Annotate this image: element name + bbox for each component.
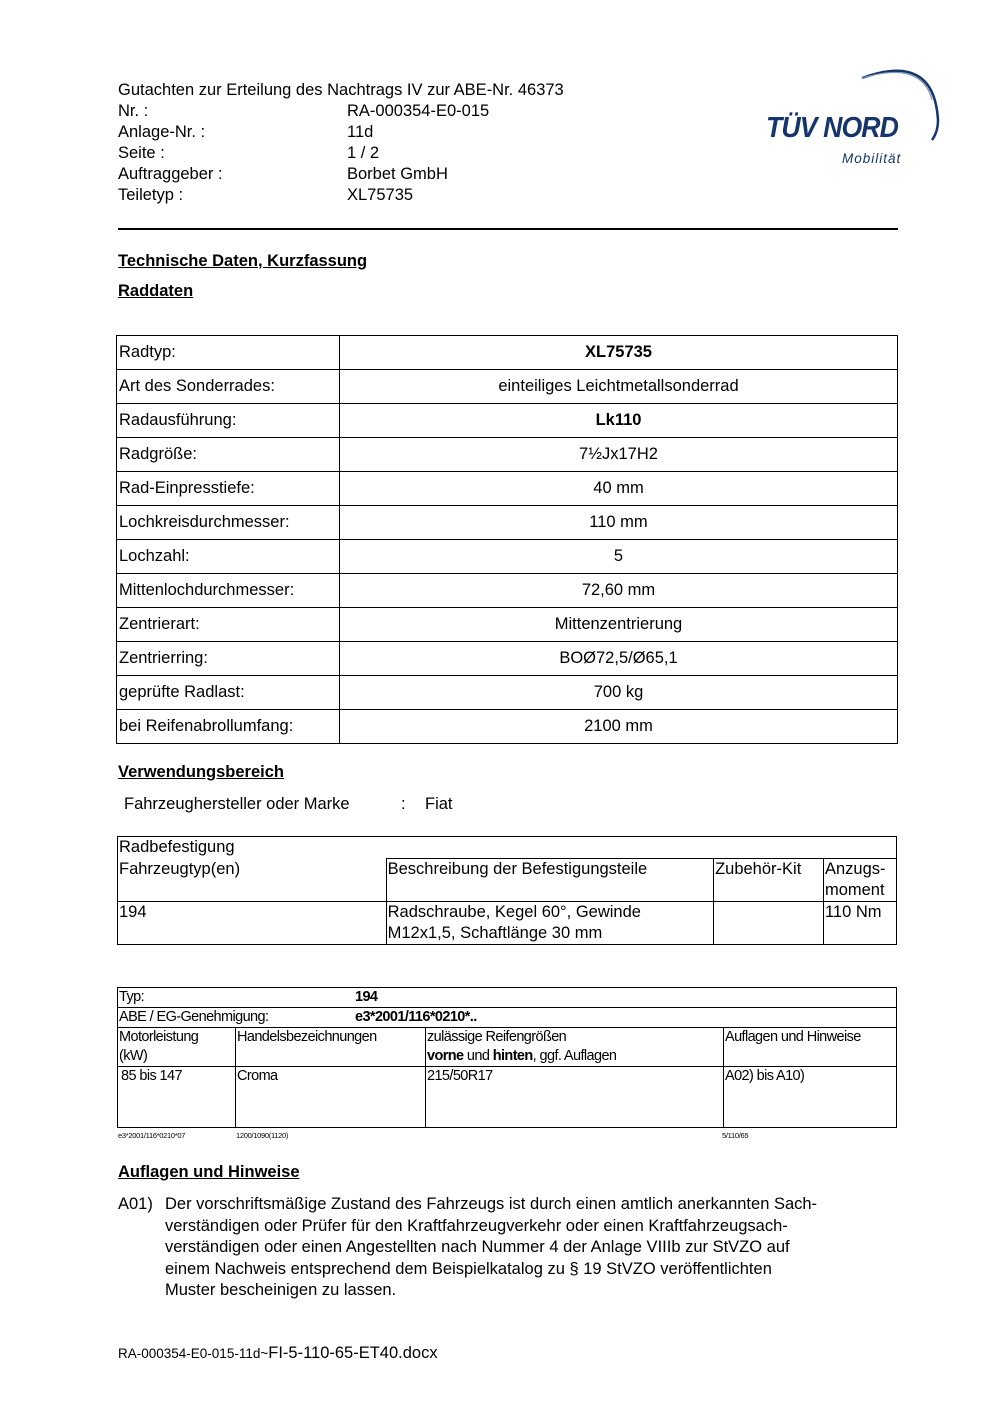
- table-row: Radgröße: 7½Jx17H2: [117, 438, 898, 472]
- header-row-nr: Nr. : RA-000354-E0-015: [118, 102, 490, 120]
- document-header: [118, 80, 564, 206]
- table-row: Fahrzeugtyp(en) Beschreibung der Befestigungsteile Zubehör-Kit Anzugs-moment: [118, 859, 897, 902]
- heading-auflagen: Auflagen und Hinweise: [118, 1163, 300, 1181]
- header-row-auftraggeber: Auftraggeber : Borbet GmbH: [118, 165, 448, 183]
- footnote-numbers: 1200/1090(1120): [236, 1131, 289, 1140]
- table-row: 85 bis 147 Croma 215/50R17 A02) bis A10): [118, 1067, 897, 1128]
- auflage-code: A01): [118, 1195, 153, 1213]
- typ-table: [117, 987, 897, 1128]
- logo-subtitle: Mobilität: [842, 151, 902, 166]
- table-row: ABE / EG-Genehmigung: e3*2001/116*0210*..: [118, 1008, 897, 1028]
- table-row: Lochzahl: 5: [117, 540, 898, 574]
- header-row-anlage: Anlage-Nr. : 11d: [118, 123, 374, 141]
- header-row-seite: Seite : 1 / 2: [118, 144, 380, 162]
- heading-verwendungsbereich: Verwendungsbereich: [118, 763, 284, 781]
- marke-separator: :: [401, 795, 406, 813]
- table-row: [118, 837, 897, 859]
- table-row: Lochkreisdurchmesser: 110 mm: [117, 506, 898, 540]
- table-row: Mittenlochdurchmesser: 72,60 mm: [117, 574, 898, 608]
- logo-wordmark: TÜV NORD: [766, 112, 898, 144]
- header-row-teiletyp: Teiletyp : XL75735: [118, 186, 414, 204]
- heading-technische-daten: Technische Daten, Kurzfassung: [118, 252, 368, 270]
- table-row: Typ: 194: [118, 988, 897, 1008]
- tuv-nord-logo: [762, 60, 942, 170]
- marke-label: Fahrzeughersteller oder Marke: [124, 795, 350, 813]
- table-row: Radtyp: XL75735: [117, 336, 898, 370]
- table-row: geprüfte Radlast: 700 kg: [117, 676, 898, 710]
- radbefestigung-table: [117, 836, 897, 945]
- radbefestigung-title: Radbefestigung: [118, 837, 897, 859]
- table-row: Rad-Einpresstiefe: 40 mm: [117, 472, 898, 506]
- footnote-lk: 5/110/65: [722, 1131, 749, 1140]
- table-row: Zentrierring: BOØ72,5/Ø65,1: [117, 642, 898, 676]
- table-row: Art des Sonderrades: einteiliges Leichtmetallsonderrad: [117, 370, 898, 404]
- auflage-text: Der vorschriftsmäßige Zustand des Fahrzeugs ist durch einen amtlich anerkannten Sach- verständigen oder Prüfer für den Kraftfahrzeugverkehr oder einen Kraftfahrzeugsach- verständigen oder einen Angestellten nach Nummer 4 der Anlage VIIIb zur StVZO auf einem Nachweis entsprechend dem Beispielkatalog zu § 19 StVZO veröffentlichten Muster bescheinigen zu lassen.: [165, 1195, 818, 1299]
- header-divider: [118, 228, 898, 230]
- heading-raddaten: Raddaten: [118, 282, 194, 300]
- table-row: Zentrierart: Mittenzentrierung: [117, 608, 898, 642]
- table-row: Radausführung: Lk110: [117, 404, 898, 438]
- table-row: 194 Radschraube, Kegel 60°, Gewinde M12x1,5, Schaftlänge 30 mm 110 Nm: [118, 902, 897, 945]
- footnote-abe: e3*2001/116*0210*07: [118, 1131, 186, 1140]
- raddaten-table: [116, 335, 898, 744]
- marke-value: Fiat: [425, 795, 453, 813]
- document-title: Gutachten zur Erteilung des Nachtrags IV zur ABE-Nr. 46373: [118, 81, 564, 99]
- table-row: bei Reifenabrollumfang: 2100 mm: [117, 710, 898, 744]
- table-row: Motorleistung (kW) Handelsbezeichnungen zulässige Reifengrößen vorne und hinten, ggf. Auflagen Auflagen und Hinweise: [118, 1028, 897, 1067]
- document-footer: RA-000354-E0-015-11d~FI-5-110-65-ET40.docx: [118, 1344, 438, 1362]
